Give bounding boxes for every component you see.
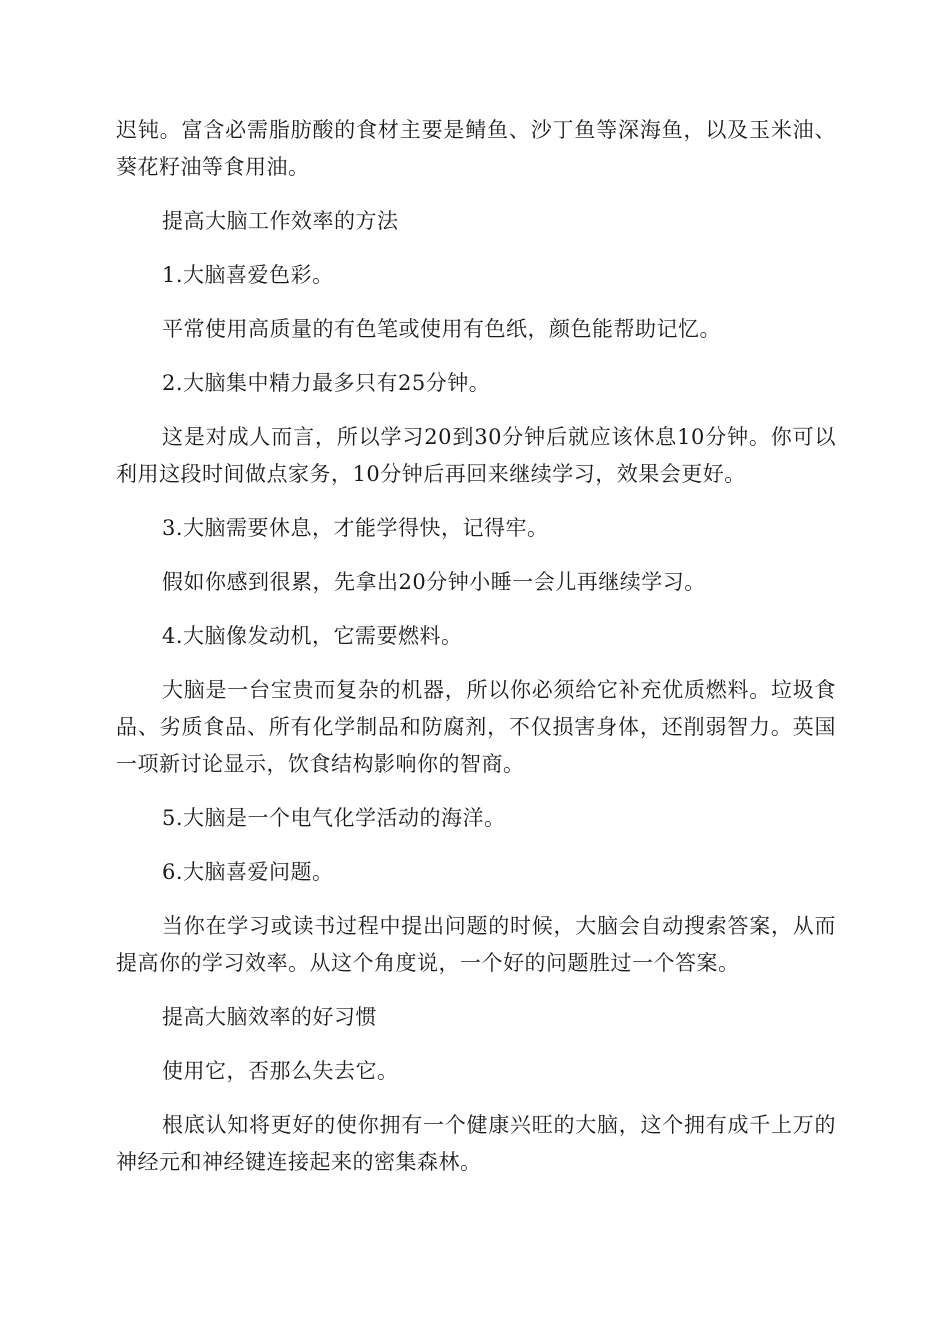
paragraph: 当你在学习或读书过程中提出问题的时候，大脑会自动搜索答案，从而提高你的学习效率。从这个角度说，一个好的问题胜过一个答案。 bbox=[116, 914, 836, 975]
paragraph-continuation: 迟钝。富含必需脂肪酸的食材主要是鲭鱼、沙丁鱼等深海鱼，以及玉米油、葵花籽油等食用油。 bbox=[116, 118, 836, 179]
list-item-2: 2.大脑集中精力最多只有25分钟。 bbox=[162, 371, 491, 395]
list-item-4: 4.大脑像发动机，它需要燃料。 bbox=[162, 624, 463, 648]
list-item-6: 6.大脑喜爱问题。 bbox=[162, 860, 334, 884]
list-item-5: 5.大脑是一个电气化学活动的海洋。 bbox=[162, 806, 506, 830]
list-item-3: 3.大脑需要休息，才能学得快，记得牢。 bbox=[162, 516, 549, 540]
paragraph: 这是对成人而言，所以学习20到30分钟后就应该休息10分钟。你可以利用这段时间做点家务，10分钟后再回来继续学习，效果会更好。 bbox=[116, 425, 836, 486]
list-item-1: 1.大脑喜爱色彩。 bbox=[162, 263, 334, 287]
paragraph: 使用它，否那么失去它。 bbox=[162, 1059, 399, 1083]
paragraph: 平常使用高质量的有色笔或使用有色纸，颜色能帮助记忆。 bbox=[162, 317, 721, 341]
section-heading-habits: 提高大脑效率的好习惯 bbox=[162, 1005, 377, 1029]
section-heading-methods: 提高大脑工作效率的方法 bbox=[162, 209, 399, 233]
paragraph: 假如你感到很累，先拿出20分钟小睡一会儿再继续学习。 bbox=[162, 570, 706, 594]
paragraph: 大脑是一台宝贵而复杂的机器，所以你必须给它补充优质燃料。垃圾食品、劣质食品、所有化学制品和防腐剂，不仅损害身体，还削弱智力。英国一项新讨论显示，饮食结构影响你的智商。 bbox=[116, 678, 836, 776]
document-body bbox=[116, 112, 836, 1198]
paragraph: 根底认知将更好的使你拥有一个健康兴旺的大脑，这个拥有成千上万的神经元和神经键连接起来的密集森林。 bbox=[116, 1113, 836, 1174]
